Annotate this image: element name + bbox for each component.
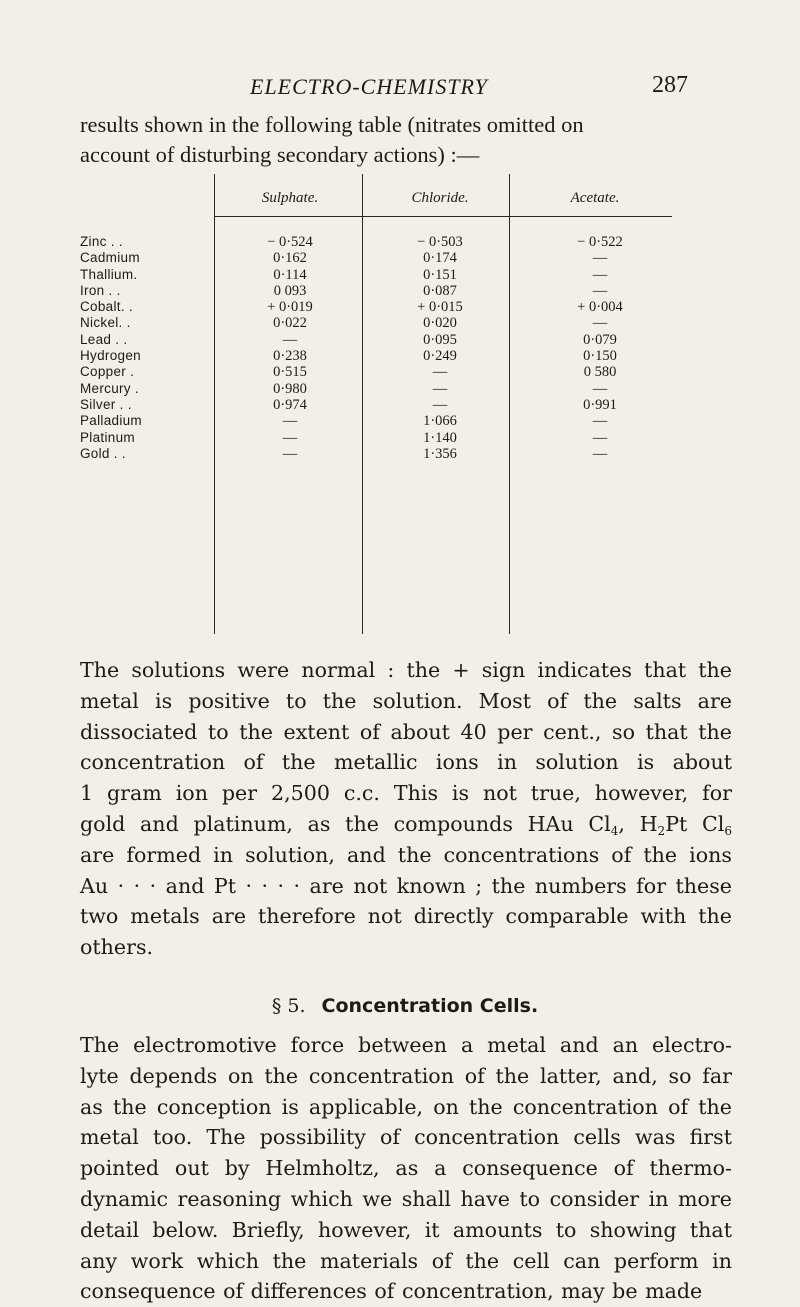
sulphate-value: + 0·019 xyxy=(267,299,313,316)
section-heading xyxy=(80,995,730,1017)
page-header xyxy=(0,74,800,102)
table-row xyxy=(80,397,740,413)
column-header-chloride: Chloride. xyxy=(411,190,469,206)
text-line: any work which the materials of the cell can perform in xyxy=(80,1248,732,1273)
acetate-value: — xyxy=(592,413,608,430)
acetate-value: 0·991 xyxy=(583,396,617,413)
text-line: detail below. Briefly, however, it amounts to showing that xyxy=(80,1217,732,1242)
sulphate-value: — xyxy=(282,445,298,462)
text-line: dynamic reasoning which we shall have to consider in more xyxy=(80,1186,732,1211)
intro-paragraph xyxy=(80,110,730,170)
acetate-value: 0 580 xyxy=(583,364,617,381)
sulphate-value: 0·515 xyxy=(273,364,307,381)
text-line: metal is positive to the solution. Most of the salts are xyxy=(80,688,732,713)
text-line: The electromotive force between a metal and an electro- xyxy=(80,1033,732,1057)
sulphate-value: 0·022 xyxy=(273,315,307,332)
acetate-value: — xyxy=(592,445,608,462)
sulphate-value: 0·238 xyxy=(273,348,307,365)
acetate-value: − 0·522 xyxy=(577,234,623,250)
table-row xyxy=(80,299,740,315)
metal-name: Cobalt. . xyxy=(80,299,133,315)
metal-name: Cadmium xyxy=(80,250,140,266)
table-row xyxy=(80,430,740,446)
sulphate-value: 0 093 xyxy=(273,282,307,299)
header-rule xyxy=(214,216,362,217)
chloride-value: 0·249 xyxy=(423,348,457,365)
text-line: Au · · · and Pt · · · · are not known ; the numbers for these xyxy=(80,873,732,898)
section-title: Concentration Cells. xyxy=(321,995,539,1017)
text-line: The solutions were normal : the + sign indicates that the xyxy=(80,658,732,682)
paragraph-solutions xyxy=(80,655,732,963)
acetate-value: 0·079 xyxy=(583,331,617,348)
acetate-value: — xyxy=(592,315,608,332)
chloride-value: 0·174 xyxy=(423,250,457,267)
table-row xyxy=(80,446,740,462)
table-row xyxy=(80,250,740,266)
table-row xyxy=(80,413,740,429)
chloride-value: — xyxy=(432,396,448,413)
electrode-potential-table xyxy=(80,172,740,637)
text-line: metal too. The possibility of concentration cells was first xyxy=(80,1125,732,1150)
sulphate-value: − 0·524 xyxy=(267,234,313,250)
chloride-value: 0·095 xyxy=(423,331,457,348)
acetate-value: — xyxy=(592,266,608,283)
header-rule xyxy=(362,216,509,217)
chloride-value: 0·020 xyxy=(423,315,457,332)
acetate-value: + 0·004 xyxy=(577,299,623,316)
text-line: two metals are therefore not directly comparable with the xyxy=(80,904,732,929)
chloride-value: — xyxy=(432,364,448,381)
acetate-value: — xyxy=(592,250,608,267)
sulphate-value: 0·162 xyxy=(273,250,307,267)
page-number: 287 xyxy=(652,72,688,98)
chloride-value: — xyxy=(432,380,448,397)
header-rule xyxy=(509,216,672,217)
chloride-value: − 0·503 xyxy=(417,234,463,250)
acetate-value: 0·150 xyxy=(583,348,617,365)
table-row xyxy=(80,267,740,283)
metal-name: Zinc . . xyxy=(80,234,123,249)
table-row xyxy=(80,348,740,364)
metal-name: Silver . . xyxy=(80,396,132,412)
sulphate-value: 0·974 xyxy=(273,396,307,413)
metal-name: Copper . xyxy=(80,364,135,380)
sulphate-value: — xyxy=(282,331,298,348)
column-header-acetate: Acetate. xyxy=(570,190,620,206)
table-row xyxy=(80,315,740,331)
sulphate-value: 0·114 xyxy=(273,266,307,283)
text-line: as the conception is applicable, on the concentration of the xyxy=(80,1094,732,1119)
intro-line: account of disturbing secondary actions) :— xyxy=(80,142,480,167)
acetate-value: — xyxy=(592,429,608,446)
metal-name: Palladium xyxy=(80,413,142,429)
chloride-value: 1·356 xyxy=(423,445,457,462)
chloride-value: 1·066 xyxy=(423,413,457,430)
acetate-value: — xyxy=(592,282,608,299)
acetate-value: — xyxy=(592,380,608,397)
chloride-value: 1·140 xyxy=(423,429,457,446)
text-line: dissociated to the extent of about 40 per cent., so that the xyxy=(80,719,732,744)
table-row xyxy=(80,364,740,380)
column-header-sulphate: Sulphate. xyxy=(261,190,319,206)
metal-name: Lead . . xyxy=(80,331,128,347)
text-line: concentration of the metallic ions in solution is about xyxy=(80,750,732,775)
text-line: consequence of differences of concentration, may be made xyxy=(80,1279,703,1304)
section-number: § 5. xyxy=(271,995,306,1017)
paragraph-concentration-cells xyxy=(80,1030,732,1307)
table-row xyxy=(80,234,740,250)
metal-name: Iron . . xyxy=(80,282,121,298)
table-row xyxy=(80,332,740,348)
running-title: ELECTRO-CHEMISTRY xyxy=(250,74,488,99)
table-row xyxy=(80,381,740,397)
intro-line: results shown in the following table (nitrates omitted on xyxy=(80,112,584,137)
chloride-value: 0·151 xyxy=(423,266,457,283)
table-row xyxy=(80,283,740,299)
metal-name: Thallium. xyxy=(80,266,138,282)
text-line-formula: gold and platinum, as the compounds HAu $Cl_4$, $H_2Pt$ $Cl_6$ xyxy=(80,811,732,838)
text-line: lyte depends on the concentration of the latter, and, so far xyxy=(80,1063,732,1088)
text-line: others. xyxy=(80,935,154,960)
chloride-value: + 0·015 xyxy=(417,299,463,316)
table-body xyxy=(80,234,740,462)
metal-name: Gold . . xyxy=(80,445,126,461)
sulphate-value: — xyxy=(282,413,298,430)
text-line: pointed out by Helmholtz, as a consequence of thermo- xyxy=(80,1156,732,1181)
text-line: 1 gram ion per 2,500 c.c. This is not true, however, for xyxy=(80,781,732,806)
metal-name: Mercury . xyxy=(80,380,139,396)
text-line: are formed in solution, and the concentrations of the ions xyxy=(80,842,732,867)
metal-name: Nickel. . xyxy=(80,315,131,331)
sulphate-value: 0·980 xyxy=(273,380,307,397)
metal-name: Platinum xyxy=(80,429,135,445)
chloride-value: 0·087 xyxy=(423,282,457,299)
metal-name: Hydrogen xyxy=(80,348,141,364)
sulphate-value: — xyxy=(282,429,298,446)
